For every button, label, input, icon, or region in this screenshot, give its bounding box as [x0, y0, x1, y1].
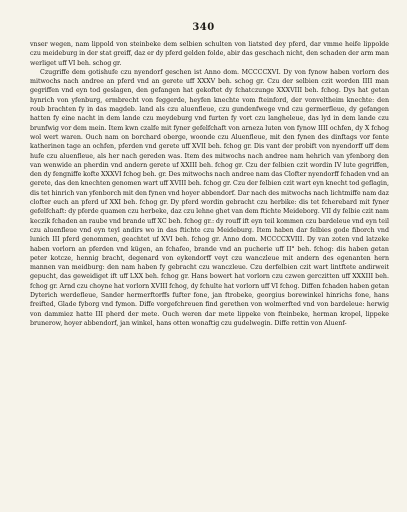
- paragraph-1: vnser wegen, nam lippold von steinbeke dem selbien schulten von liatsted dey pferd, dar vmme heife lippolde czu meideburg in der stat greiff, daz er dy pferd gelden folde, abir das geschach nicht, den schaden der arm man werliget uff VI beh. schog gr.: [30, 41, 389, 67]
- page-number: 340: [192, 22, 215, 33]
- body-text: [30, 40, 389, 328]
- paragraph-2: Czugriffe dem gotishufe czu nyendorf geschen ist Anno dom. MCCCCXVI. Dy von fynow haben vorlorn des mitwochs nach andree an pferd vnd an gerete uff XXXV beh. schog gr. Czu der selbien czit worden IIII man gegriffen vnd eyn tod geslagen, den gefangen hat gekoftet dy fchatczunge XXXVIII beh. fchog. Dys hat getan hynrich von yfenburg, ermbrecht von feggerde, heyfen knechte vom fteinford, der vonveltheim knechte: den roub brachten fy in das magdeb. land als czu aluenfleue, czu gundenfwege vnd czu germerfleue, dy gefangen hatten fy eine nacht in dem lande czu meydeburg vnd furten fy vort czu langheleue, das lyd in dem lande czu brunfwig vor dem mein. Item kwn czalfe mit fyner gefelfchaft von arneza luten von fynow IIII ochfen, dy X fchog wol wert waren. Ouch nam on borchard oberge, woonde czu Aluenfleue, mit den fynen des dinftags vor fente katherinen tage an ochfen, pferden vnd gerete uff XVII beh. fchog gr. Dis vant der probift von nyendorff uff dem hufe czu aluenfleue, als her nach gereden was. Item des mitwochs nach andree nam hehrich van yfenborg den van wenwide an pherdin vnd andern gerete uf XXIII beh. fchog gr. Czu der felbien czit wordin IV lute gegriffen, den dy fengniffe kofte XXXVI fchog beh. gr. Des mitwochs nach andree nam das Clofter nyendorff fchaden vnd an gerete, das den knechten genomen wart uff XVIII beh. fchog gr. Czu der felbien czit wart eyn knecht tod geflagin, dis tet hinrich van yfenborch mit den fynen vnd hoyer abbendorf. Dar nach des mitwochs nach lichtmiffe nam daz clofter euch an pferd uf XXI beh. fchog gr. Dy pferd wordin gebracht czu herbike: dis tet fcherebard mit fyner gefelfchaft: dy pferde quamen czu herbeke, daz czu lehne ghet van dem ftichte Meideborg. VII dy felbie czit nam keczik fchaden an raube vnd brande uff XC beh. fchog gr.: dy rouff ift eyn teil kommen czu bardeleue vnd eyn teil czu aluenfleue vnd eyn teyl andirs wo in das ftichte czu Meideburg. Item haben dar felbies gode fiborch vnd lunich III pferd genommen, geachtet uf XVI beh. fchog gr. Anno dom. MCCCCXVIII. Dy van zoten vnd latzeke haben vorlorn an pferden vnd kügen, an fchafeo, brande vnd an pucherie uff II° beh. fchog: dis haben getan peter kotcze, hennig bracht, degenard von eykendorff veyt czu wanczleue mit andern des egenanten hern mannen van meidburg: den nam haben fy gebracht czu wanczleue. Czu derfelbien czit wart lintftete andirweit gepucht, das geweidiget ift uff LXX beh. fchog gr. Hans bowert hat vorlorn czu czwen gerczitten uff XXXIII beh. fchog gr. Arnd czu choyne hat vorlorn XVIII fchog, dy fchulte hat vorlorn uff VI fchog. Diffen fchaden haben getan Dyterich werdefleue, Sander hermerftorffs fufter fone, jan ftrobeke, georgius borewinkel hinrichs fone, hans freifted, Glade fyborg vnd fymon. Diffe vorgefchreuen find gerethen von wolmerfted vnd von bardeleue: herwig von dammiez hatte III pherd der mete. Ouch weren dar mete lippeke von fteinbeke, herman kropel, lippeke brunerow, hoyer abbendorf, jan winkel, hans otten wonaftig czu gudelwegin. Diffe rettin von Aluenf-: [30, 68, 389, 327]
